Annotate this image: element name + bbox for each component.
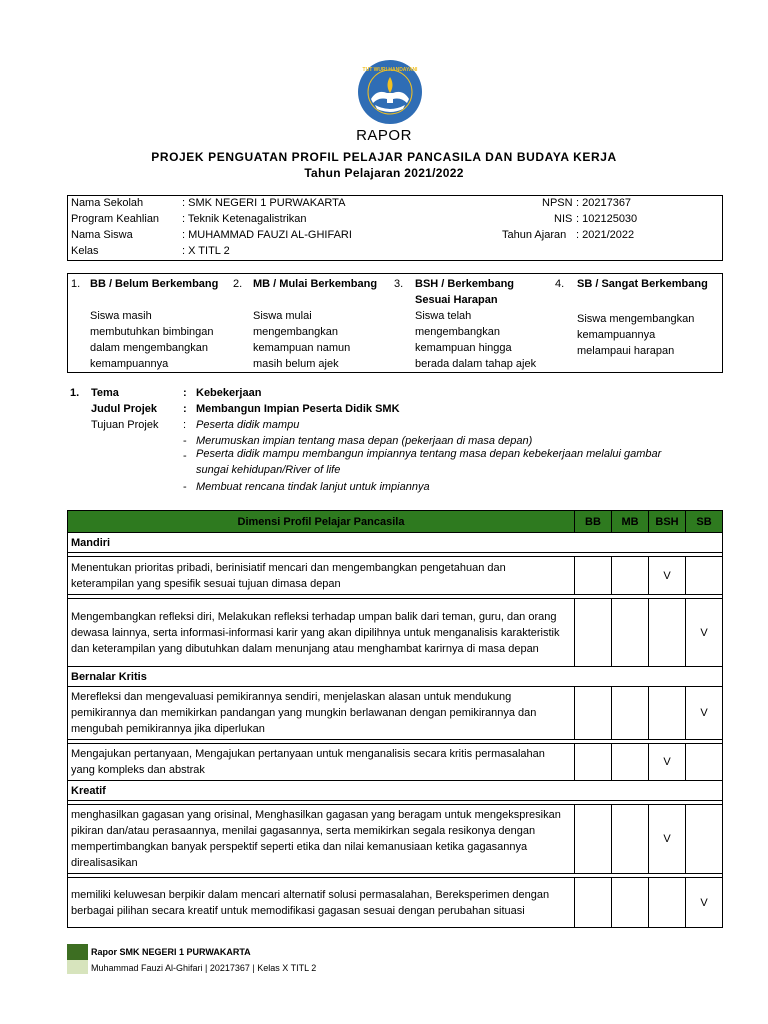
nis-label: NIS (554, 213, 573, 225)
table-row (68, 599, 723, 667)
level-title: SB / Sangat Berkembang (577, 278, 708, 290)
mark-sb: V (686, 687, 723, 740)
mark-bsh: V (649, 744, 686, 781)
table-row (68, 557, 723, 595)
table-row (68, 687, 723, 740)
section-title: Mandiri (68, 533, 723, 553)
footer-accent-bar-light (67, 960, 88, 974)
footer-school: Rapor SMK NEGERI 1 PURWAKARTA (91, 947, 251, 957)
goal-item: Peserta didik mampu (196, 419, 300, 431)
class-label: Kelas (71, 245, 99, 257)
tema-colon: : (183, 387, 187, 399)
mark-bb (575, 599, 612, 667)
goal-dash: - (183, 435, 187, 447)
goal-dash: - (183, 450, 187, 462)
program-label: Program Keahlian (71, 213, 160, 225)
dimension-description: memiliki keluwesan berpikir dalam mencari alternatif solusi permasalahan, Bereksperimen dengan berbagai pilihan secara kreatif untuk memodifikasi gagasan sesuai dengan perubahan situasi (68, 878, 575, 928)
level-bsh-desc (415, 308, 560, 372)
bsh-header: BSH (649, 511, 686, 533)
dimension-assessment-table (67, 510, 723, 928)
level-description: Siswa mengembangkan kemampuannya melampaui harapan (577, 313, 695, 357)
sb-header: SB (686, 511, 723, 533)
mb-header: MB (612, 511, 649, 533)
mark-bsh (649, 687, 686, 740)
table-row (68, 878, 723, 928)
mark-mb (612, 878, 649, 928)
level-sb-desc (577, 311, 717, 359)
level-bsh (415, 276, 555, 308)
mark-mb (612, 687, 649, 740)
mark-sb (686, 805, 723, 874)
tema-value: Kebekerjaan (196, 387, 262, 399)
footer-accent-bar (67, 944, 88, 960)
goal-item: Merumuskan impian tentang masa depan (pekerjaan di masa depan) (196, 435, 533, 447)
table-header-row (68, 511, 723, 533)
dimension-header: Dimensi Profil Pelajar Pancasila (68, 511, 575, 533)
mark-bsh (649, 878, 686, 928)
mark-bb (575, 744, 612, 781)
level-description: Siswa mulai mengembangkan kemampuan namun masih belum ajek (253, 310, 351, 370)
level-number: 1. (71, 278, 81, 290)
tujuan-colon: : (183, 419, 187, 431)
mark-bb (575, 687, 612, 740)
goal-item: sungai kehidupan/River of life (196, 464, 341, 476)
mark-bb (575, 805, 612, 874)
assessment-level-legend (67, 273, 723, 373)
level-number: 4. (555, 278, 565, 290)
mark-mb (612, 557, 649, 595)
tahun-ajaran-value: : 2021/2022 (576, 229, 635, 241)
report-subtitle: PROJEK PENGUATAN PROFIL PELAJAR PANCASILA DAN BUDAYA KERJA (151, 150, 617, 164)
mark-sb: V (686, 878, 723, 928)
mark-sb (686, 557, 723, 595)
tut-wuri-handayani-logo (357, 59, 423, 125)
student-name-value: : MUHAMMAD FAUZI AL-GHIFARI (182, 229, 352, 241)
level-bb-desc (90, 308, 240, 372)
level-description: Siswa telah mengembangkan kemampuan hingga berada dalam tahap ajek (415, 310, 537, 370)
npsn-value: : 20217367 (576, 197, 632, 209)
dimension-description: Mengembangkan refleksi diri, Melakukan refleksi terhadap umpan balik dari teman, guru, dan orang dewasa lainnya, serta informasi-informasi karir yang akan dipilihnya untuk menganalisis karakteristik dan keterampilan yang dibutuhkan dalam menunjang atau menghambat karirnya di masa depan (68, 599, 575, 667)
school-label: Nama Sekolah (71, 197, 144, 209)
tujuan-label: Tujuan Projek (91, 419, 159, 431)
mark-mb (612, 599, 649, 667)
svg-text:TUT WURI HANDAYANI: TUT WURI HANDAYANI (362, 67, 418, 73)
dimension-description: Menentukan prioritas pribadi, berinisiatif mencari dan mengembangkan pengetahuan dan keterampilan yang spesifik sesuai tujuan dimasa depan (68, 557, 575, 595)
judul-value: Membangun Impian Peserta Didik SMK (196, 403, 400, 415)
dimension-description: Mengajukan pertanyaan, Mengajukan pertanyaan untuk menganalisis secara kritis permasalahan yang kompleks dan abstrak (68, 744, 575, 781)
mark-bsh (649, 599, 686, 667)
level-title: BB / Belum Berkembang (90, 278, 219, 290)
academic-year-title: Tahun Pelajaran 2021/2022 (304, 166, 464, 180)
goal-dash: - (183, 481, 187, 493)
program-value: : Teknik Ketenagalistrikan (182, 213, 307, 225)
npsn-label: NPSN (542, 197, 573, 209)
tahun-ajaran-label: Tahun Ajaran (502, 229, 567, 241)
report-title: RAPOR (356, 127, 412, 144)
tema-label: Tema (91, 387, 119, 399)
dimension-description: Merefleksi dan mengevaluasi pemikirannya sendiri, menjelaskan alasan untuk mendukung pemikirannya dan memikirkan pandangan yang mungkin berlawanan dengan pemikirannya dan mengubah pemikirannya jika diperlukan (68, 687, 575, 740)
mark-bsh: V (649, 557, 686, 595)
class-value: : X TITL 2 (182, 245, 230, 257)
mark-mb (612, 744, 649, 781)
project-number: 1. (70, 387, 80, 399)
section-title: Bernalar Kritis (68, 667, 723, 687)
level-sb (577, 276, 722, 292)
mark-mb (612, 805, 649, 874)
level-title: MB / Mulai Berkembang (253, 278, 378, 290)
level-number: 2. (233, 278, 243, 290)
section-title: Kreatif (68, 781, 723, 801)
mark-bb (575, 878, 612, 928)
level-number: 3. (394, 278, 404, 290)
mark-sb: V (686, 599, 723, 667)
student-name-label: Nama Siswa (71, 229, 133, 241)
school-value: : SMK NEGERI 1 PURWAKARTA (182, 197, 346, 209)
level-mb (253, 276, 393, 292)
table-row (68, 744, 723, 781)
level-bb (90, 276, 230, 292)
mark-bsh: V (649, 805, 686, 874)
table-row (68, 805, 723, 874)
judul-label: Judul Projek (91, 403, 158, 415)
dimension-description: menghasilkan gagasan yang orisinal, Menghasilkan gagasan yang beragam untuk mengekspresikan pikiran dan/atau perasaannya, menilai gagasannya, serta memikirkan segala resikonya dengan mempertimbangkan banyak perspektif seperti etika dan nilai kemanusiaan ketika gagasannya direalisasikan (68, 805, 575, 874)
goal-item: Membuat rencana tindak lanjut untuk impiannya (196, 481, 430, 493)
level-description: Siswa masih membutuhkan bimbingan dalam mengembangkan kemampuannya (90, 310, 214, 370)
bb-header: BB (575, 511, 612, 533)
mark-sb (686, 744, 723, 781)
nis-value: : 102125030 (576, 213, 638, 225)
level-mb-desc (253, 308, 393, 372)
judul-colon: : (183, 403, 187, 415)
footer-student: Muhammad Fauzi Al-Ghifari | 20217367 | Kelas X TITL 2 (91, 963, 317, 973)
level-title: BSH / Berkembang Sesuai Harapan (415, 278, 515, 306)
goal-item: Peserta didik mampu membangun impiannya tentang masa depan kebekerjaan melalui gambar (196, 448, 662, 460)
student-info-box (67, 195, 723, 261)
mark-bb (575, 557, 612, 595)
